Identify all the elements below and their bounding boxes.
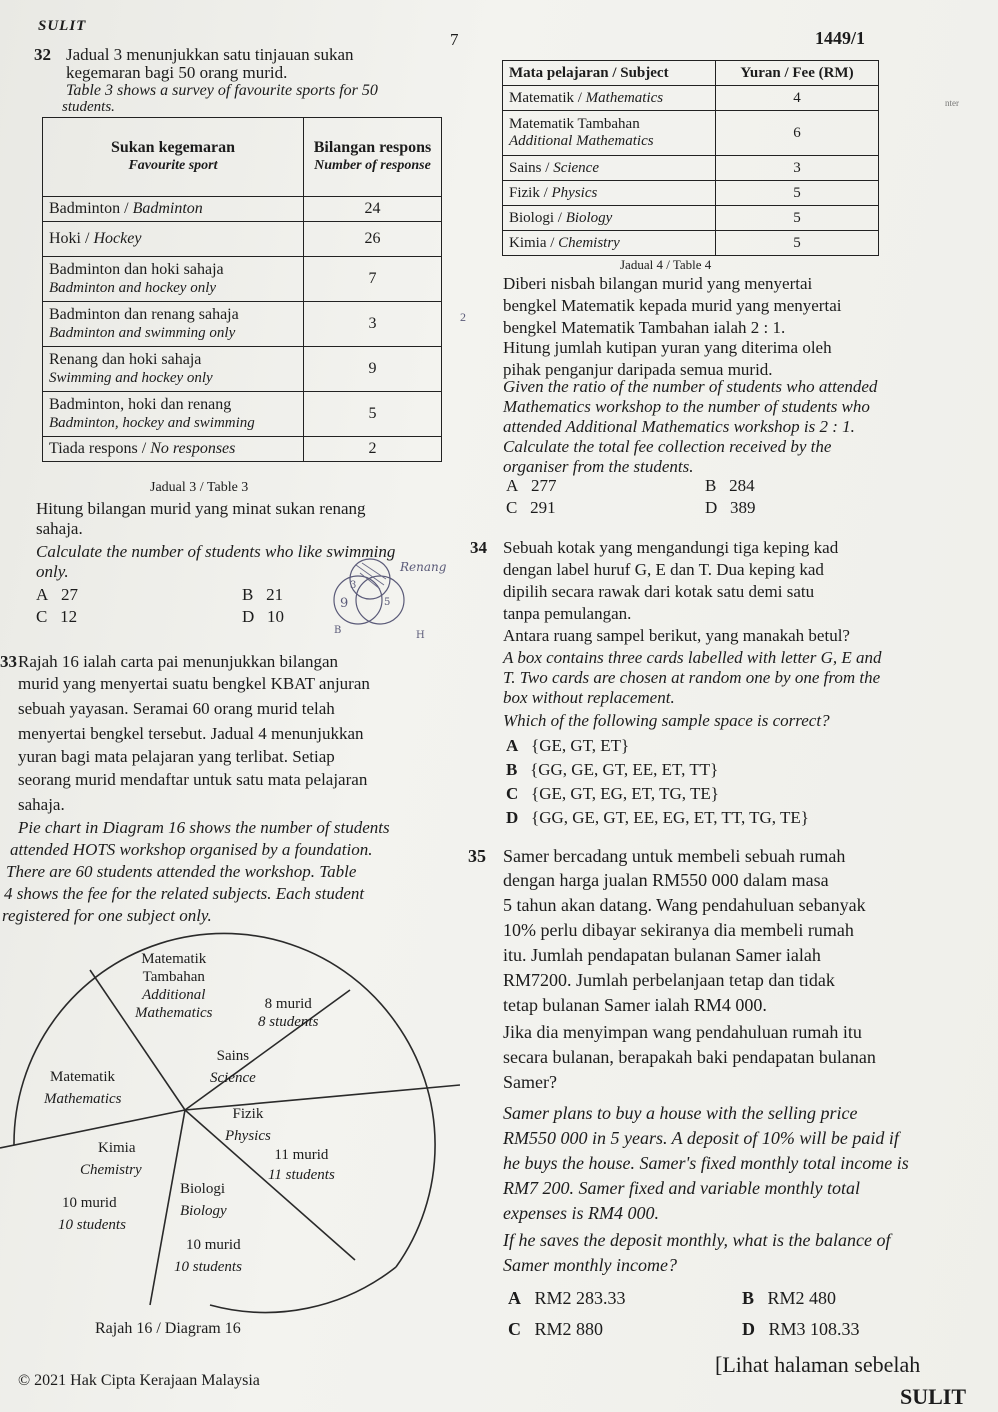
subject-en: Chemistry [558, 234, 620, 251]
option-value: 389 [730, 498, 756, 517]
pie-label-add-math [135, 950, 212, 1022]
fee-value: 6 [716, 111, 879, 156]
q34-malay-4: tanpa pemulangan. [503, 604, 632, 623]
q34-malay-1: Sebuah kotak yang mengandungi tiga keping kad [503, 538, 839, 557]
q35-english-1: Samer plans to buy a house with the selling price [503, 1103, 858, 1123]
fee-value: 4 [716, 86, 879, 111]
pie-label-line: Matematik [141, 951, 207, 967]
row-label-en: Badminton, hockey and swimming [49, 415, 255, 431]
q32-english-1: Table 3 shows a survey of favourite sports for 50 [66, 82, 378, 99]
q33-option-c[interactable] [506, 498, 556, 518]
pie-label-biology-count [174, 1234, 242, 1278]
pie-label-line: Biology [180, 1203, 227, 1219]
table-row [503, 206, 879, 231]
q35-malay-3: 5 tahun akan datang. Wang pendahuluan sebanyak [503, 895, 866, 915]
option-letter: A [36, 585, 49, 604]
table-row [43, 257, 442, 302]
pie-label-line: 10 murid [186, 1237, 241, 1253]
next-page-note: [Lihat halaman sebelah [715, 1352, 921, 1377]
q35-option-c[interactable] [508, 1319, 603, 1340]
hw-renang: Renang [400, 560, 447, 574]
q35-malay-2: dengan harga jualan RM550 000 dalam masa [503, 870, 829, 890]
option-value: 284 [729, 476, 755, 495]
q35-option-a[interactable] [508, 1288, 626, 1309]
q35-malay-7: tetap bulanan Samer ialah RM4 000. [503, 995, 767, 1015]
q33-english-1: Pie chart in Diagram 16 shows the number of students [18, 818, 390, 837]
q32-malay-1: Jadual 3 menunjukkan satu tinjauan sukan [66, 45, 354, 64]
q35-option-d[interactable] [742, 1319, 860, 1340]
pie-label-line: 8 murid [264, 996, 312, 1012]
option-letter: D [705, 498, 718, 517]
pie-label-line: Additional [142, 987, 206, 1003]
subject-en: Biology [565, 209, 613, 226]
table-3-sport-head-en: Favourite sport [128, 158, 218, 173]
q32-question-ms-2: sahaja. [36, 519, 83, 538]
fee-value: 5 [716, 231, 879, 256]
pie-label-chemistry [80, 1137, 142, 1181]
row-label-ms: Renang dan hoki sahaja [49, 351, 202, 368]
fee-value: 5 [716, 181, 879, 206]
row-value: 5 [304, 392, 442, 437]
table-3 [42, 117, 442, 462]
table-3-sport-head-ms: Sukan kegemaran [110, 139, 236, 156]
diagram-16-caption: Rajah 16 / Diagram 16 [95, 1320, 241, 1337]
q32-english-2: students. [62, 99, 115, 115]
q35-english-7: Samer monthly income? [503, 1255, 677, 1275]
pie-label-biology [180, 1178, 227, 1222]
q32-option-b[interactable] [242, 585, 283, 605]
q34-option-a[interactable] [506, 736, 629, 756]
hw-5: 5 [384, 597, 391, 608]
q32-question-en-2: only. [36, 562, 69, 581]
hw-b: B [334, 625, 342, 636]
option-letter: A [506, 736, 519, 755]
row-label-en: No responses [150, 440, 236, 457]
q33-malay-3: sebuah yayasan. Seramai 60 orang murid telah [18, 699, 335, 718]
table-3-caption: Jadual 3 / Table 3 [150, 480, 249, 495]
pie-label-add-math-count [258, 995, 318, 1031]
subject-en: Additional Mathematics [509, 133, 654, 149]
table-row [43, 302, 442, 347]
option-value: 277 [531, 476, 557, 495]
pie-label-science [210, 1045, 256, 1089]
option-value: RM2 480 [767, 1288, 837, 1308]
option-letter: A [506, 476, 519, 495]
pie-label-line: Sains [216, 1048, 250, 1064]
hw-9: 9 [340, 596, 349, 611]
q33-question-en-1: Given the ratio of the number of students who attended [503, 377, 878, 396]
q33-malay-5: yuran bagi mata pelajaran yang terlibat. Setiap [18, 747, 335, 766]
pie-label-line: Mathematics [135, 1005, 213, 1021]
q34-malay-5: Antara ruang sampel berikut, yang manakah betul? [503, 626, 850, 645]
row-label-en: Swimming and hockey only [49, 370, 213, 386]
q34-number: 34 [470, 538, 487, 557]
row-value: 7 [304, 257, 442, 302]
pie-label-line: Biologi [180, 1181, 226, 1197]
subject-ms: Matematik Tambahan [509, 116, 640, 132]
q33-question-ms-2: bengkel Matematik kepada murid yang menyertai [503, 296, 842, 315]
q35-english-5: expenses is RM4 000. [503, 1203, 659, 1223]
option-value: {GE, GT, EG, ET, TG, TE} [531, 784, 719, 803]
q33-malay-7: sahaja. [18, 795, 65, 814]
q33-malay-4: menyertai bengkel tersebut. Jadual 4 menunjukkan [18, 724, 364, 743]
pie-divider-chemistry-math [0, 1110, 185, 1148]
option-letter: D [242, 607, 255, 626]
copyright-footer: © 2021 Hak Cipta Kerajaan Malaysia [18, 1372, 260, 1389]
option-value: RM2 283.33 [534, 1288, 626, 1308]
pie-label-math [44, 1066, 122, 1110]
pie-label-line: 10 murid [62, 1195, 117, 1211]
option-letter: D [742, 1319, 755, 1339]
table-4-header [503, 61, 879, 86]
q33-malay-2: murid yang menyertai suatu bengkel KBAT anjuran [18, 674, 370, 693]
subject-en: Physics [551, 184, 598, 201]
q34-malay-2: dengan label huruf G, E dan T. Dua keping kad [503, 560, 824, 579]
row-label-ms: Badminton dan hoki sahaja [49, 261, 224, 278]
q35-malay-6: RM7200. Jumlah perbelanjaan tetap dan tidak [503, 970, 835, 990]
option-value: 10 [267, 607, 285, 626]
option-letter: C [506, 498, 518, 517]
pie-arc-right [396, 1023, 435, 1267]
q35-option-b[interactable] [742, 1288, 836, 1309]
table-4-caption: Jadual 4 / Table 4 [620, 257, 712, 272]
pie-label-line: Physics [225, 1128, 271, 1144]
table-row [503, 111, 879, 156]
option-letter: B [705, 476, 717, 495]
q34-option-d[interactable] [506, 808, 809, 828]
pie-label-line: 8 students [258, 1014, 319, 1030]
subject-ms: Sains / [509, 159, 554, 176]
subject-ms: Kimia / [509, 234, 559, 251]
pie-label-line: Mathematics [44, 1091, 122, 1107]
q34-option-b[interactable] [506, 760, 718, 780]
q35-malay-8: Jika dia menyimpan wang pendahuluan rumah itu [503, 1022, 862, 1042]
subject-ms: Matematik / [509, 89, 586, 106]
subject-ms: Biologi / [509, 209, 566, 226]
q33-option-a[interactable] [506, 476, 557, 496]
option-value: {GG, GE, GT, EE, ET, TT} [530, 760, 719, 779]
subject-ms: Fizik / [509, 184, 552, 201]
q35-english-4: RM7 200. Samer fixed and variable monthly total [503, 1178, 860, 1198]
q32-question-ms-1: Hitung bilangan murid yang minat sukan renang [36, 499, 366, 518]
q33-option-b[interactable] [705, 476, 755, 496]
q33-malay-6: seorang murid mendaftar untuk satu mata pelajaran [18, 770, 368, 789]
fee-value: 5 [716, 206, 879, 231]
table-3-header [43, 118, 442, 197]
q33-question-en-5: organiser from the students. [503, 457, 694, 476]
q33-english-4: 4 shows the fee for the related subjects. Each student [4, 884, 365, 903]
edge-text: nter [945, 98, 959, 108]
pie-label-line: Kimia [98, 1140, 136, 1156]
q33-question-en-2: Mathematics workshop to the number of students who [503, 397, 870, 416]
q34-english-2: T. Two cards are chosen at random one by one from the [503, 668, 881, 687]
row-value: 9 [304, 347, 442, 392]
option-letter: A [508, 1288, 521, 1308]
q32-question-en-1: Calculate the number of students who like swimming [36, 542, 396, 561]
q33-option-d[interactable] [705, 498, 756, 518]
fee-value: 3 [716, 156, 879, 181]
q33-english-5: registered for one subject only. [2, 906, 212, 925]
pie-label-line: Science [210, 1070, 256, 1086]
q33-question-en-4: Calculate the total fee collection received by the [503, 437, 832, 456]
option-letter: C [508, 1319, 521, 1339]
table-row [503, 231, 879, 256]
option-value: RM3 108.33 [768, 1319, 860, 1339]
subject-en: Science [553, 159, 599, 176]
q34-malay-3: dipilih secara rawak dari kotak satu demi satu [503, 582, 815, 601]
row-label-en: Badminton [132, 200, 203, 217]
q32-option-a[interactable] [36, 585, 78, 605]
pie-label-chemistry-count [58, 1192, 126, 1236]
table-3-count-head-ms: Bilangan respons [313, 139, 432, 156]
q32-number: 32 [34, 45, 51, 64]
table-3-count-head-en: Number of response [314, 158, 431, 173]
q35-malay-10: Samer? [503, 1072, 557, 1092]
table-row [503, 156, 879, 181]
table-4 [502, 60, 879, 256]
row-label-en: Badminton and hockey only [49, 280, 217, 296]
table-row [503, 86, 879, 111]
q34-english-4: Which of the following sample space is correct? [503, 711, 830, 730]
table-row [43, 222, 442, 257]
paper-code: 1449/1 [815, 28, 866, 48]
hw-3: 3 [350, 580, 357, 591]
row-label-ms: Tiada respons / [49, 440, 151, 457]
pie-label-line: 11 students [268, 1167, 335, 1183]
option-value: 21 [266, 585, 284, 604]
q35-malay-9: secara bulanan, berapakah baki pendapatan bulanan [503, 1047, 876, 1067]
option-letter: B [506, 760, 518, 779]
row-label-ms: Badminton / [49, 200, 133, 217]
q33-question-ms-5: pihak penganjur daripada semua murid. [503, 360, 773, 379]
pie-label-line: Chemistry [80, 1162, 142, 1178]
table-row [43, 347, 442, 392]
table-row [43, 437, 442, 462]
row-value: 26 [304, 222, 442, 257]
handwritten-venn-sketch [300, 555, 460, 640]
option-value: 291 [530, 498, 556, 517]
option-value: RM2 880 [534, 1319, 604, 1339]
hw-h: H [416, 630, 425, 640]
sulit-header: SULIT [38, 18, 87, 34]
option-letter: D [506, 808, 519, 827]
hw-margin-2: 2 [460, 310, 466, 324]
table-row [43, 392, 442, 437]
venn-circle-hockey [356, 576, 404, 624]
q35-malay-1: Samer bercadang untuk membeli sebuah rumah [503, 846, 846, 866]
pie-label-line: Tambahan [142, 969, 205, 985]
option-letter: B [242, 585, 254, 604]
page-number: 7 [450, 30, 459, 49]
q33-question-ms-4: Hitung jumlah kutipan yuran yang diterima oleh [503, 338, 832, 357]
row-label-ms: Hoki / [49, 230, 94, 247]
row-label-ms: Badminton, hoki dan renang [49, 396, 232, 413]
q33-malay-1: Rajah 16 ialah carta pai menunjukkan bilangan [18, 652, 339, 671]
pie-label-physics-count [268, 1145, 335, 1185]
pie-label-line: 10 students [58, 1217, 126, 1233]
q35-number: 35 [468, 846, 486, 866]
q33-question-ms-3: bengkel Matematik Tambahan ialah 2 : 1. [503, 318, 786, 337]
q34-english-1: A box contains three cards labelled with letter G, E and [503, 648, 882, 667]
q32-malay-2: kegemaran bagi 50 orang murid. [66, 63, 288, 82]
row-label-en: Badminton and swimming only [49, 325, 236, 341]
q33-number: 33 [0, 652, 17, 671]
q33-english-2: attended HOTS workshop organised by a foundation. [10, 840, 373, 859]
q32-option-d[interactable] [242, 607, 284, 627]
pie-label-line: 11 murid [274, 1147, 329, 1163]
q35-english-3: he buys the house. Samer's fixed monthly total income is [503, 1153, 909, 1173]
row-value: 2 [304, 437, 442, 462]
q33-english-3: There are 60 students attended the workshop. Table [6, 862, 357, 881]
pie-label-line: 10 students [174, 1259, 242, 1275]
subject-en: Mathematics [585, 89, 664, 106]
pie-label-physics [225, 1103, 271, 1147]
table-row [43, 197, 442, 222]
table-row [503, 181, 879, 206]
row-label-en: Hockey [93, 230, 142, 247]
option-value: 27 [61, 585, 79, 604]
q34-english-3: box without replacement. [503, 688, 675, 707]
table-4-fee-head: Yuran / Fee (RM) [716, 61, 879, 86]
option-letter: B [742, 1288, 755, 1308]
option-letter: C [36, 607, 48, 626]
q32-option-c[interactable] [36, 607, 77, 627]
sulit-footer: SULIT [900, 1384, 967, 1409]
q35-english-6: If he saves the deposit monthly, what is the balance of [503, 1230, 891, 1250]
option-value: {GG, GE, GT, EE, EG, ET, TT, TG, TE} [531, 808, 809, 827]
q33-question-en-3: attended Additional Mathematics workshop is 2 : 1. [503, 417, 855, 436]
q35-english-2: RM550 000 in 5 years. A deposit of 10% will be paid if [503, 1128, 899, 1148]
q33-question-ms-1: Diberi nisbah bilangan murid yang menyertai [503, 274, 813, 293]
row-value: 24 [304, 197, 442, 222]
row-label-ms: Badminton dan renang sahaja [49, 306, 239, 323]
q34-option-c[interactable] [506, 784, 719, 804]
option-value: {GE, GT, ET} [531, 736, 630, 755]
q35-malay-4: 10% perlu dibayar sekiranya dia membeli rumah [503, 920, 854, 940]
option-letter: C [506, 784, 519, 803]
row-value: 3 [304, 302, 442, 347]
option-value: 12 [60, 607, 78, 626]
pie-label-line: Fizik [232, 1106, 264, 1122]
q35-malay-5: itu. Jumlah pendapatan bulanan Samer ialah [503, 945, 821, 965]
pie-label-line: Matematik [50, 1069, 115, 1085]
table-4-subject-head: Mata pelajaran / Subject [503, 61, 716, 86]
